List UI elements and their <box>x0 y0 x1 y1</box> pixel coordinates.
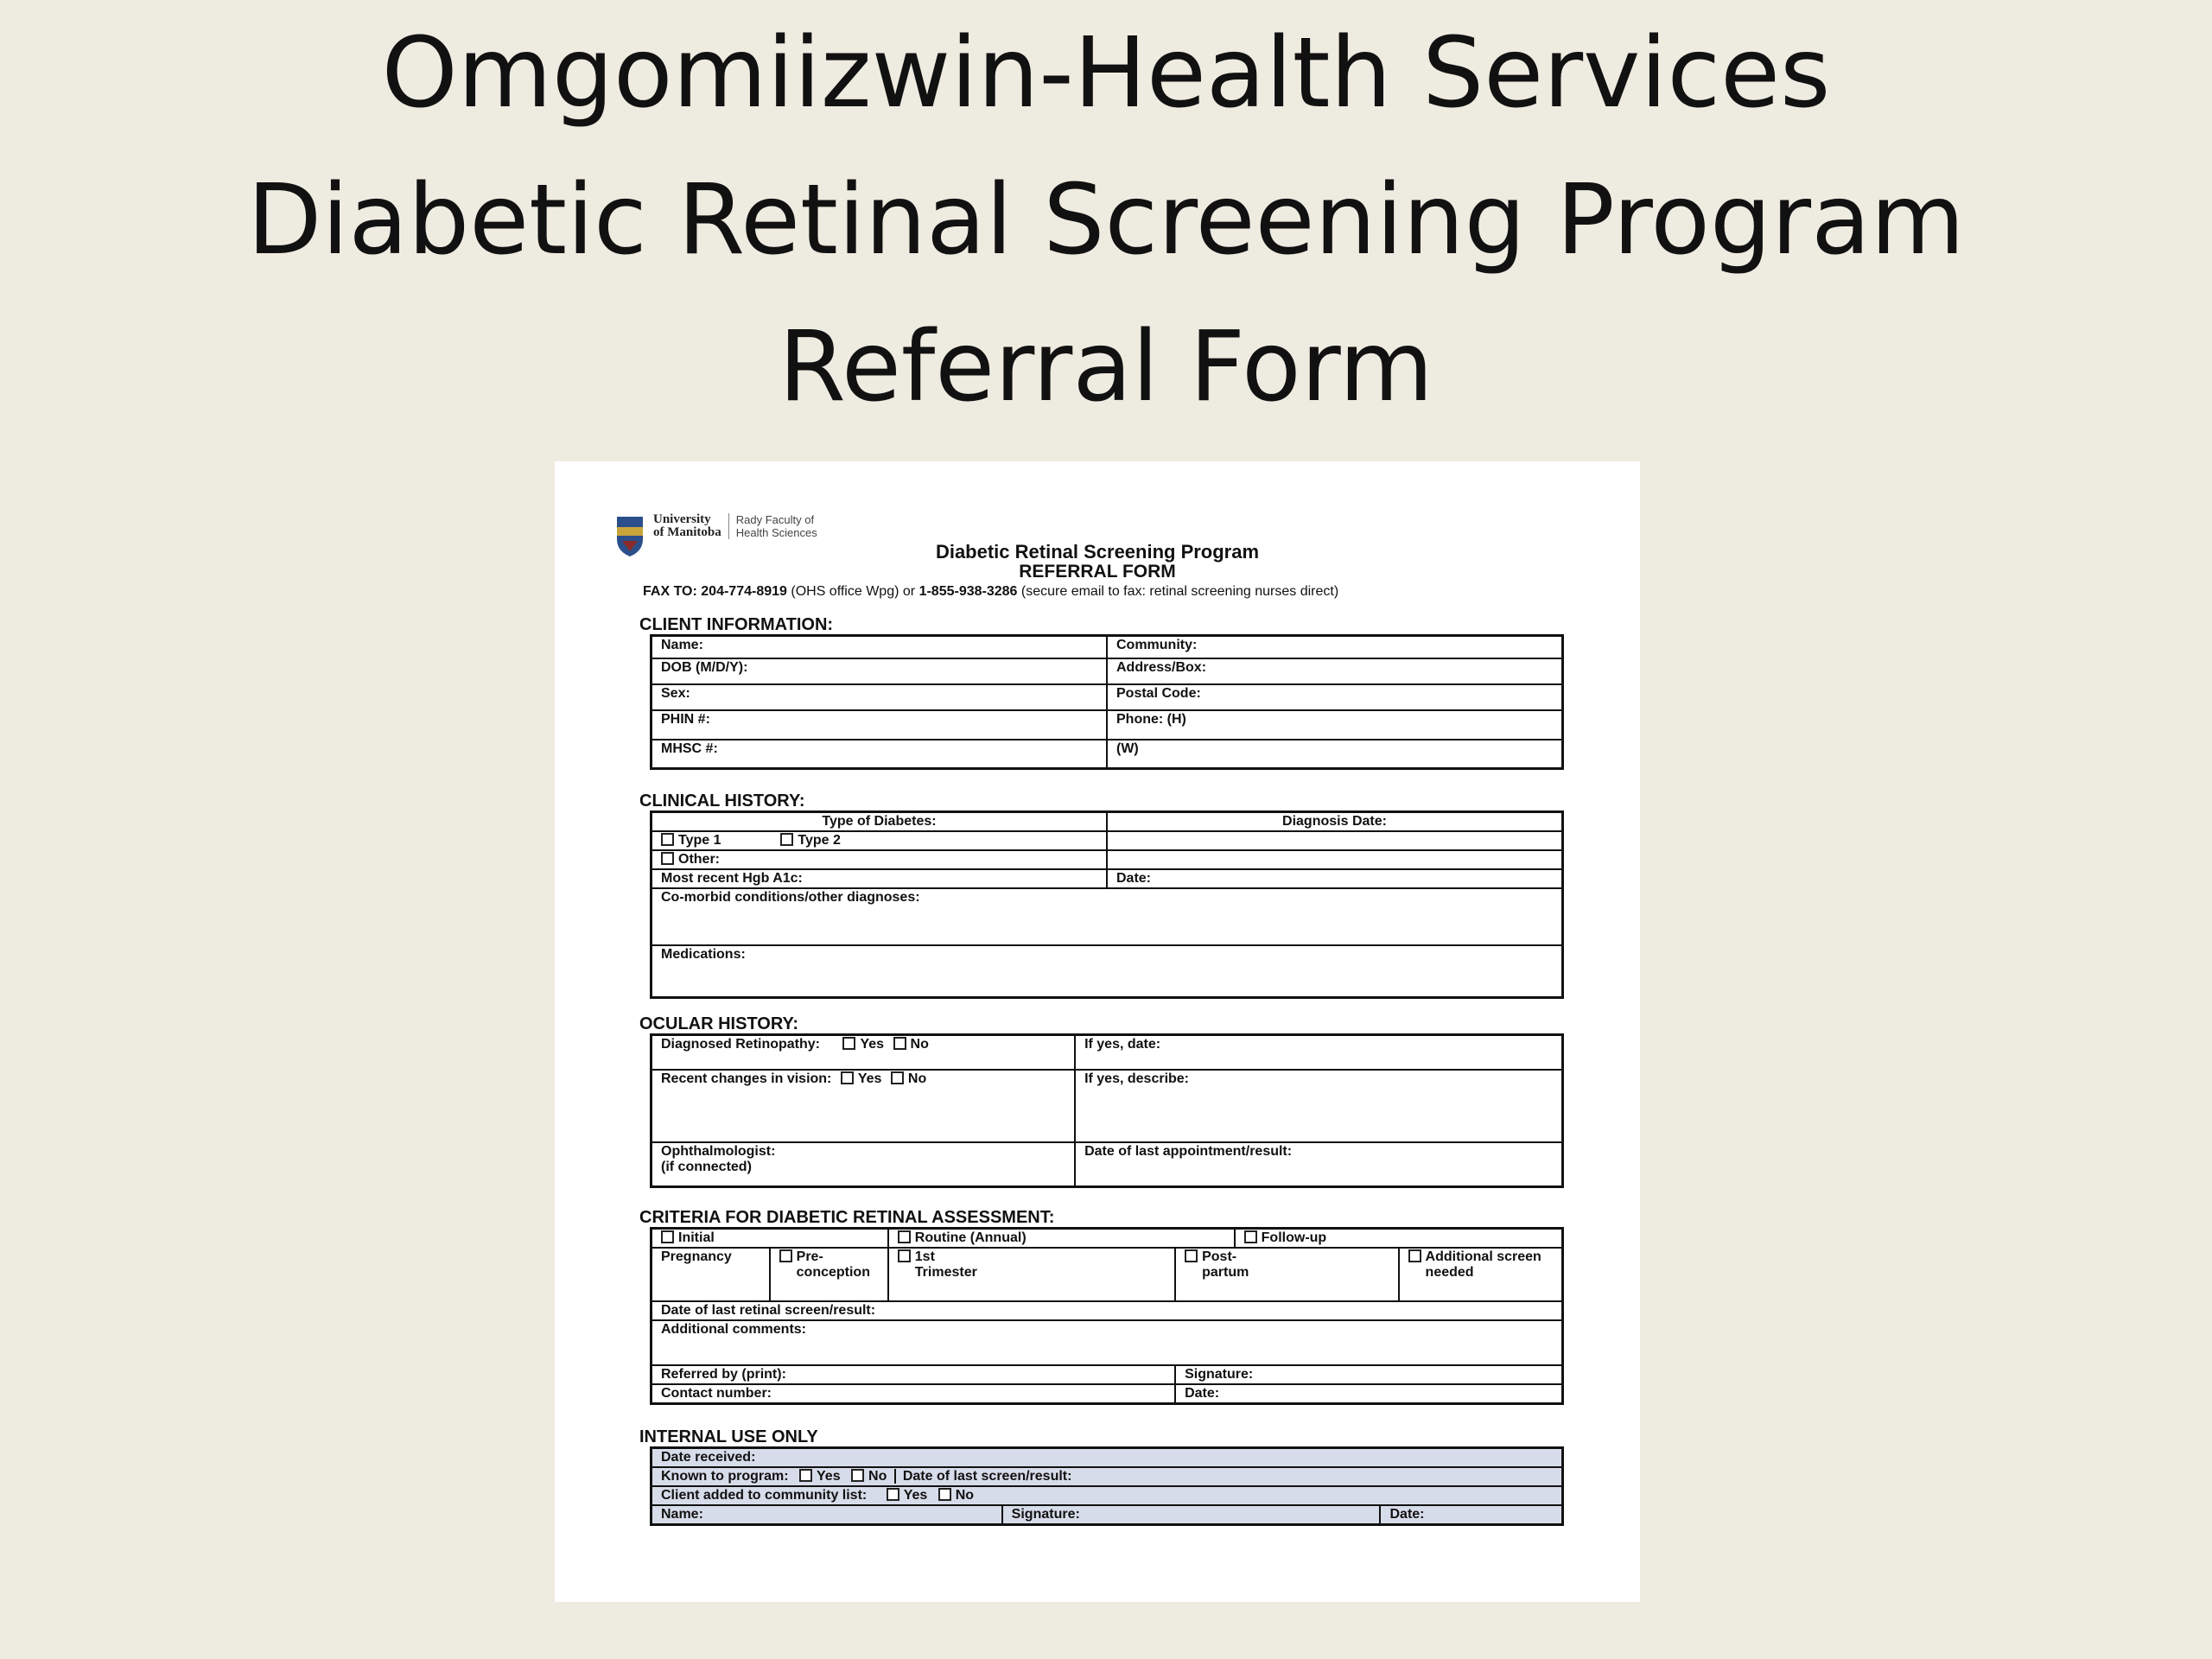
diabetes-type-options <box>652 831 1108 850</box>
vision-changes-label: Recent changes in vision: <box>661 1071 832 1086</box>
fax-number: FAX TO: 204-774-8919 <box>643 584 787 599</box>
first-trimester-label-1: 1st <box>914 1249 935 1264</box>
additional-screen-label-1: Additional screen <box>1425 1249 1541 1264</box>
known-yes-checkbox[interactable] <box>799 1469 812 1482</box>
vision-changes-row <box>652 1070 1076 1142</box>
internal-signature-field[interactable]: Signature: <box>1002 1505 1381 1525</box>
internal-name-field[interactable]: Name: <box>652 1505 1002 1525</box>
form-heading: Diabetic Retinal Screening Program <box>935 541 1260 563</box>
retinopathy-yes-label: Yes <box>860 1037 885 1052</box>
community-list-no-checkbox[interactable] <box>938 1488 951 1501</box>
referral-form-image <box>555 461 1640 1602</box>
slide-title <box>0 0 2212 441</box>
ocular-history-table <box>650 1033 1564 1188</box>
known-no-label: No <box>868 1469 887 1484</box>
sex-field[interactable]: Sex: <box>652 684 1108 710</box>
community-list-yes-label: Yes <box>903 1488 928 1503</box>
community-list-row <box>652 1486 1563 1505</box>
university-name-line1: University <box>653 512 711 526</box>
preconception-checkbox[interactable] <box>779 1249 792 1262</box>
last-retinal-screen-field[interactable]: Date of last retinal screen/result: <box>652 1301 1563 1320</box>
title-line-2: Diabetic Retinal Screening Program <box>247 164 1965 276</box>
fax-office: (OHS office Wpg) or <box>791 584 916 599</box>
vision-yes-checkbox[interactable] <box>841 1071 854 1084</box>
type2-checkbox[interactable] <box>780 833 793 846</box>
preconception-label-2: conception <box>796 1265 870 1280</box>
clinical-history-heading: CLINICAL HISTORY: <box>639 791 805 810</box>
fax-note: (secure email to fax: retinal screening nurses direct) <box>1020 584 1339 599</box>
community-list-label: Client added to community list: <box>661 1488 868 1503</box>
name-field[interactable]: Name: <box>652 636 1108 658</box>
postpartum-label-1: Post- <box>1202 1249 1237 1264</box>
community-field[interactable]: Community: <box>1107 636 1563 658</box>
first-trimester-checkbox[interactable] <box>898 1249 911 1262</box>
fax-instructions <box>643 584 1338 600</box>
followup-checkbox[interactable] <box>1244 1230 1257 1243</box>
logo-divider <box>728 513 729 539</box>
retinopathy-label: Diagnosed Retinopathy: <box>661 1037 821 1052</box>
referral-date-field[interactable]: Date: <box>1175 1384 1562 1404</box>
dob-field[interactable]: DOB (M/D/Y): <box>652 658 1108 684</box>
postpartum-checkbox[interactable] <box>1185 1249 1198 1262</box>
client-info-table <box>650 634 1564 770</box>
vision-no-checkbox[interactable] <box>891 1071 904 1084</box>
additional-screen-option <box>1399 1248 1563 1301</box>
ophthalmologist-field[interactable] <box>652 1142 1076 1187</box>
vision-describe-field[interactable]: If yes, describe: <box>1075 1070 1562 1142</box>
retinopathy-no-label: No <box>910 1037 929 1052</box>
known-yes-label: Yes <box>817 1469 841 1484</box>
form-subheading: REFERRAL FORM <box>1019 562 1176 582</box>
additional-screen-label-2: needed <box>1425 1265 1474 1280</box>
title-line-1: Omgomiizwin-Health Services <box>381 17 1831 130</box>
phone-work-field[interactable]: (W) <box>1107 740 1563 769</box>
postpartum-option <box>1175 1248 1398 1301</box>
client-info-heading: CLIENT INFORMATION: <box>639 615 834 634</box>
type-of-diabetes-label: Type of Diabetes: <box>652 812 1108 832</box>
postal-code-field[interactable]: Postal Code: <box>1107 684 1563 710</box>
type1-label: Type 1 <box>678 833 721 848</box>
clinical-history-table <box>650 810 1564 999</box>
hgb-a1c-field[interactable]: Most recent Hgb A1c: <box>652 869 1108 888</box>
diagnosis-date-label: Diagnosis Date: <box>1107 812 1563 832</box>
other-type-label: Other: <box>678 852 720 867</box>
known-no-checkbox[interactable] <box>851 1469 864 1482</box>
medications-field[interactable]: Medications: <box>652 945 1563 997</box>
criteria-heading: CRITERIA FOR DIABETIC RETINAL ASSESSMENT: <box>639 1208 1055 1227</box>
known-to-program-label: Known to program: <box>661 1469 789 1484</box>
vision-yes-label: Yes <box>857 1071 882 1086</box>
comorbid-field[interactable]: Co-morbid conditions/other diagnoses: <box>652 888 1563 945</box>
university-name-line2: of Manitoba <box>653 525 721 539</box>
community-list-yes-checkbox[interactable] <box>887 1488 899 1501</box>
community-list-no-label: No <box>955 1488 975 1503</box>
faculty-line1: Rady Faculty of <box>735 513 815 526</box>
other-type-checkbox[interactable] <box>661 852 674 865</box>
phin-field[interactable]: PHIN #: <box>652 710 1108 740</box>
additional-comments-field[interactable]: Additional comments: <box>652 1320 1563 1365</box>
criteria-table <box>650 1227 1564 1405</box>
contact-number-field[interactable]: Contact number: <box>652 1384 1176 1404</box>
diagnosis-date-field[interactable] <box>1107 831 1563 850</box>
routine-label: Routine (Annual) <box>914 1230 1027 1245</box>
retinopathy-yes-checkbox[interactable] <box>842 1037 855 1050</box>
faculty-line2: Health Sciences <box>735 526 817 539</box>
additional-screen-checkbox[interactable] <box>1408 1249 1421 1262</box>
date-received-field[interactable]: Date received: <box>652 1448 1563 1468</box>
known-to-program-row <box>652 1467 1563 1486</box>
routine-checkbox[interactable] <box>898 1230 911 1243</box>
type1-checkbox[interactable] <box>661 833 674 846</box>
retinopathy-no-checkbox[interactable] <box>893 1037 906 1050</box>
phone-home-field[interactable]: Phone: (H) <box>1107 710 1563 740</box>
mhsc-field[interactable]: MHSC #: <box>652 740 1108 769</box>
if-connected-label: (if connected) <box>661 1159 752 1174</box>
internal-date-field[interactable]: Date: <box>1380 1505 1562 1525</box>
diagnosis-date-field-2[interactable] <box>1107 850 1563 869</box>
ocular-history-heading: OCULAR HISTORY: <box>639 1014 799 1033</box>
initial-checkbox[interactable] <box>661 1230 674 1243</box>
ophthalmologist-label: Ophthalmologist: <box>661 1143 776 1159</box>
hgb-date-field[interactable]: Date: <box>1107 869 1563 888</box>
preconception-label-1: Pre- <box>796 1249 823 1264</box>
initial-label: Initial <box>678 1230 715 1245</box>
postpartum-label-2: partum <box>1202 1265 1249 1280</box>
retinopathy-date-field[interactable]: If yes, date: <box>1075 1035 1562 1070</box>
first-trimester-label-2: Trimester <box>914 1265 977 1280</box>
followup-label: Follow-up <box>1261 1230 1327 1245</box>
internal-use-table <box>650 1446 1564 1526</box>
fax-number-2: 1-855-938-3286 <box>918 584 1018 599</box>
preconception-option <box>770 1248 888 1301</box>
last-appointment-field[interactable]: Date of last appointment/result: <box>1075 1142 1562 1187</box>
referred-by-field[interactable]: Referred by (print): <box>652 1365 1176 1384</box>
pregnancy-label: Pregnancy <box>652 1248 770 1301</box>
referrer-signature-field[interactable]: Signature: <box>1175 1365 1562 1384</box>
internal-use-heading: INTERNAL USE ONLY <box>639 1427 818 1446</box>
type2-label: Type 2 <box>798 833 841 848</box>
last-screen-result-label: Date of last screen/result: <box>894 1469 1072 1484</box>
first-trimester-option <box>888 1248 1175 1301</box>
title-line-3: Referral Form <box>779 311 1433 423</box>
vision-no-label: No <box>907 1071 927 1086</box>
retinopathy-row <box>652 1035 1076 1070</box>
address-field[interactable]: Address/Box: <box>1107 658 1563 684</box>
